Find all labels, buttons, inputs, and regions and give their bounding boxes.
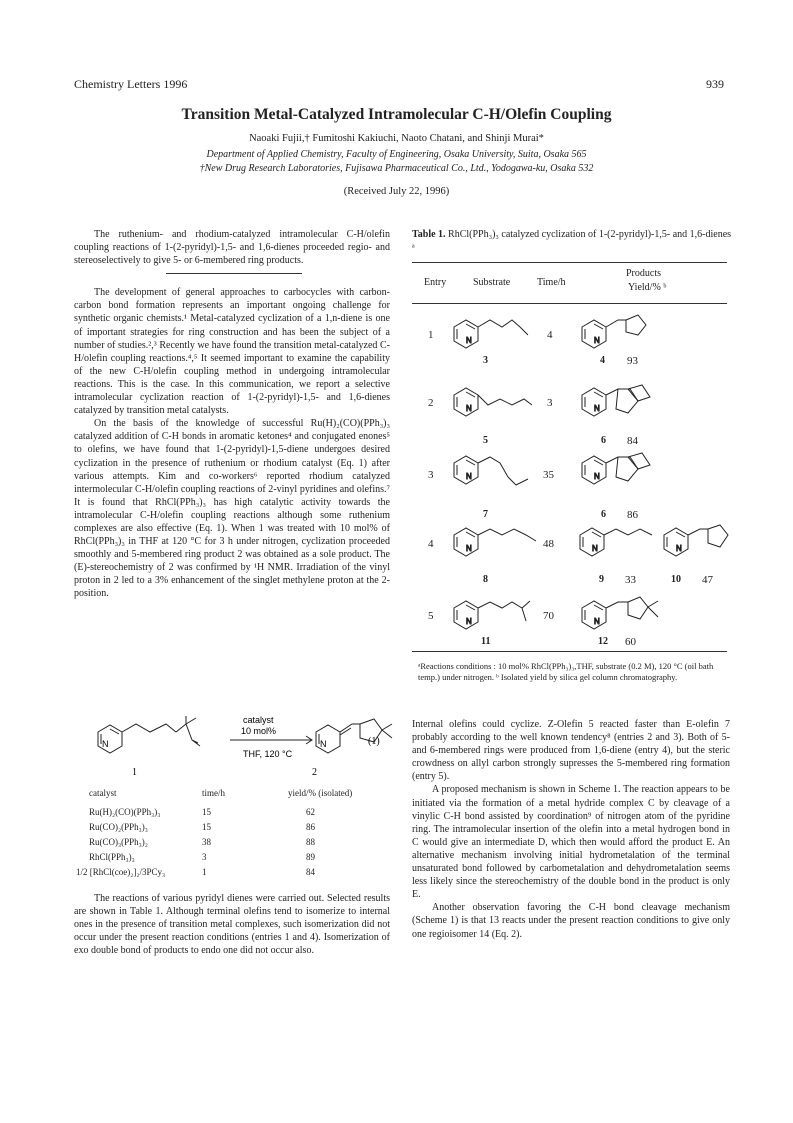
compound-label: 12	[598, 636, 608, 647]
column-header-substrate: Substrate	[473, 277, 511, 288]
equation-number: (1)	[368, 736, 380, 747]
catalyst-name: Ru(H)₂(CO)(PPh₃)₃	[89, 807, 161, 817]
affiliation-secondary: †New Drug Research Laboratories, Fujisawa Pharmaceutical Co., Ltd., Yodogawa-ku, Osaka 532	[199, 163, 594, 174]
equation-1-scheme	[80, 710, 400, 790]
yield-value: 89	[306, 852, 315, 862]
left-column-bottom	[74, 892, 390, 957]
catalyst-name: Ru(CO)₃(PPh₃)₂	[89, 837, 148, 847]
compound-label: 4	[600, 355, 605, 366]
catalyst-table-header	[84, 788, 384, 801]
page-number: 939	[706, 77, 724, 91]
compound-label: 9	[599, 574, 604, 585]
pyridine-ring	[582, 388, 606, 416]
pyridine-ring	[582, 320, 606, 348]
pyridine-ring	[454, 320, 478, 348]
catalyst-name: Ru(CO)₂(PPh₃)₃	[89, 822, 148, 832]
body-paragraph: Another observation favoring the C-H bond cleavage mechanism (Scheme 1) is that 13 reacts under the present reaction conditions to give only one regioisomer 14 (Eq. 2).	[412, 902, 730, 940]
entry-number: 1	[428, 329, 434, 341]
column-header: time/h	[202, 788, 225, 798]
svg-text:N: N	[102, 739, 109, 749]
table-row	[84, 822, 384, 835]
column-header-products: Products	[626, 268, 661, 279]
table-row	[76, 867, 384, 880]
compound-label: 5	[483, 435, 488, 446]
catalyst-name: 1/2 [RhCl(coe)₂]₂/3PCy₃	[76, 867, 166, 877]
table-caption-text: RhCl(PPh₃)₃ catalyzed cyclization of 1-(2-pyridyl)-1,5- and 1,6-dienes ᵃ	[412, 229, 732, 253]
yield-value: 62	[306, 807, 315, 817]
time-value: 3	[547, 397, 553, 409]
body-paragraph: The reactions of various pyridyl dienes were carried out. Selected results are shown in Table 1. Although terminal olefins tend to isomerize to internal ones in the presence of transition metal complexes, such isomerization did not occur under the present reaction conditions (entries 1 and 4). Isomerization of exo double bond of products to endo one did not occur also.	[74, 893, 390, 957]
entry-number: 5	[428, 610, 434, 622]
compound-label: 8	[483, 574, 488, 585]
catalyst-name: RhCl(PPh₃)₃	[89, 852, 135, 862]
compound-label: 6	[601, 509, 606, 520]
pyridine-ring	[580, 528, 604, 556]
time-value: 15	[202, 822, 211, 832]
reaction-conditions: THF, 120 °C	[243, 749, 293, 759]
left-column	[74, 228, 390, 601]
compound-label: 11	[481, 636, 491, 647]
abstract-divider	[166, 273, 302, 274]
entry-number: 2	[428, 397, 434, 409]
body-paragraph: Internal olefins could cyclize. Z-Olefin 5 reacted faster than E-olefin 7 probably according to the well known tendency⁸ (entries 2 and 3). Both of 5- and 6-membered rings were produced from 1,6-diene (entry 4), but the steric crowdness on allyl carbon strongly supresses the 5-membered ring formation (entry 5).	[412, 719, 730, 783]
pyridine-ring	[454, 601, 478, 629]
yield-value: 60	[625, 636, 636, 648]
table-row	[84, 807, 384, 820]
table-row	[84, 852, 384, 865]
journal-name: Chemistry Letters 1996	[74, 77, 188, 91]
yield-value: 93	[627, 355, 638, 367]
table-bottom-rule	[412, 651, 727, 652]
time-value: 70	[543, 610, 554, 622]
affiliation-primary: Department of Applied Chemistry, Faculty of Engineering, Osaka University, Suita, Osaka 565	[206, 149, 587, 160]
time-value: 15	[202, 807, 211, 817]
compound-label: 2	[312, 767, 317, 778]
pyridine-ring	[664, 528, 688, 556]
column-header: yield/% (isolated)	[288, 788, 353, 798]
compound-label: 6	[601, 435, 606, 446]
article-title: Transition Metal-Catalyzed Intramolecular C-H/Olefin Coupling	[181, 106, 612, 123]
table-row	[84, 837, 384, 850]
right-column	[412, 718, 730, 941]
compound-label: 10	[671, 574, 681, 585]
yield-value: 47	[702, 574, 713, 586]
svg-text:N: N	[320, 739, 327, 749]
column-header-entry: Entry	[424, 277, 447, 288]
body-paragraph: The development of general approaches to carbocycles with carbon-carbon bond formation represents an important ongoing challenge for synthetic organic chemists.¹ Metal-catalyzed cyclization of a 1,n-diene is one of important strategies for ring construction and has been the subject of a number of studies.²,³ Recently we have found the transition metal-catalyzed C-H/olefin coupling reactions.⁴,⁵ It seemed important to examine the capability of the new C-H/olefin coupling method in undergoing intramolecular reactions. This is the case. In this communication, we report a selective intramolecular cyclization reaction of 1-(2-pyridyl)-1,5- and 1,6-dienes catalyzed by transition metal catalysts.	[74, 287, 390, 417]
diene-chain	[122, 724, 176, 732]
yield-value: 86	[306, 822, 315, 832]
catalyst-label: catalyst	[243, 715, 274, 725]
compound-label: 3	[483, 355, 488, 366]
time-value: 48	[543, 538, 554, 550]
author-list: Naoaki Fujii,† Fumitoshi Kakiuchi, Naoto Chatani, and Shinji Murai*	[249, 133, 544, 144]
yield-value: 33	[625, 574, 636, 586]
time-value: 3	[202, 852, 207, 862]
compound-label: 1	[132, 767, 137, 778]
pyridine-ring	[582, 601, 606, 629]
yield-value: 84	[306, 867, 315, 877]
table-caption-label: Table 1.	[412, 229, 446, 240]
yield-value: 88	[306, 837, 315, 847]
body-paragraph: On the basis of the knowledge of successful Ru(H)₂(CO)(PPh₃)₃ catalyzed addition of C-H bonds in aromatic ketones⁴ and conjugated enones⁵ to olefins, we have found that 1-(2-pyridyl)-1,5-diene undergoes desired cyclization in the presence of ruthenium or rhodium catalyst (Eq. 1) after various attempts. Kim and co-workers⁶ reported rhodium catalyzed intermolecular C-H/olefin coupling reactions of 2-vinyl pyridines and olefins.⁷ It is found that RhCl(PPh₃)₃ has high catalytic activity towards the intramolecular C-H/olefin coupling reactions although some ruthenium complexes are also effective (Eq. 1). When 1 was treated with 10 mol% of RhCl(PPh₃)₃ in THF at 120 °C for 3 h under nitrogen, cyclization proceeded smoothly and 5-membered ring product 2 was obtained as a sole product. The (E)-stereochemistry of 2 was confirmed by ¹H NMR. Irradiation of the vinyl proton in 2 led to a 3% enhancement of the singlet methylene proton at the 2-position.	[74, 418, 390, 600]
time-value: 38	[202, 837, 211, 847]
catalyst-amount: 10 mol%	[241, 726, 277, 736]
abstract: The ruthenium- and rhodium-catalyzed intramolecular C-H/olefin coupling reactions of 1-(2-pyridyl)-1,5- and 1,6-dienes proceeded regio- and stereoselectively to give 5- or 6-membered ring products.	[74, 229, 390, 267]
compound-label: 7	[483, 509, 488, 520]
pyridine-ring	[454, 388, 478, 416]
table-header-rule	[412, 303, 727, 304]
pyridine-ring	[454, 528, 478, 556]
body-paragraph: A proposed mechanism is shown in Scheme 1. The reaction appears to be initiated via the formation of a metal hydride complex C by cleavage of a vinylic C-H bond assisted by coordination⁹ of nitrogen atom of the pyridine ring. The intramolecular insertion of the olefin into a metal hydrogen bond in C would give an intermediate D, which then would afford the product E. An alternative mechanism involving initial hydrometalation of the terminal unsaturated bond followed by carbometalation and dehydrometalation seems less likely since the stereochemistry of the double bond in the product is only E.	[412, 784, 730, 901]
table-top-rule	[412, 262, 727, 263]
time-value: 4	[547, 329, 553, 341]
table-footnote: ᵃReactions conditions : 10 mol% RhCl(PPh₃)₃,THF, substrate (0.2 M), 120 °C (oil bath temp.) under nitrogen. ᵇ Isolated yield by silica gel column chromatography.	[418, 661, 714, 682]
yield-value: 86	[627, 509, 638, 521]
entry-number: 4	[428, 538, 434, 550]
pyridine-ring	[454, 456, 478, 484]
received-date: (Received July 22, 1996)	[343, 186, 450, 197]
yield-value: 84	[627, 435, 638, 447]
table-caption	[412, 228, 732, 254]
column-header-yield: Yield/% ᵇ	[628, 282, 667, 293]
column-header: catalyst	[89, 788, 117, 798]
time-value: 1	[202, 867, 207, 877]
time-value: 35	[543, 469, 554, 481]
pyridine-ring	[582, 456, 606, 484]
table-structures: N	[412, 305, 732, 650]
column-header-time: Time/h	[537, 277, 566, 288]
entry-number: 3	[428, 469, 434, 481]
